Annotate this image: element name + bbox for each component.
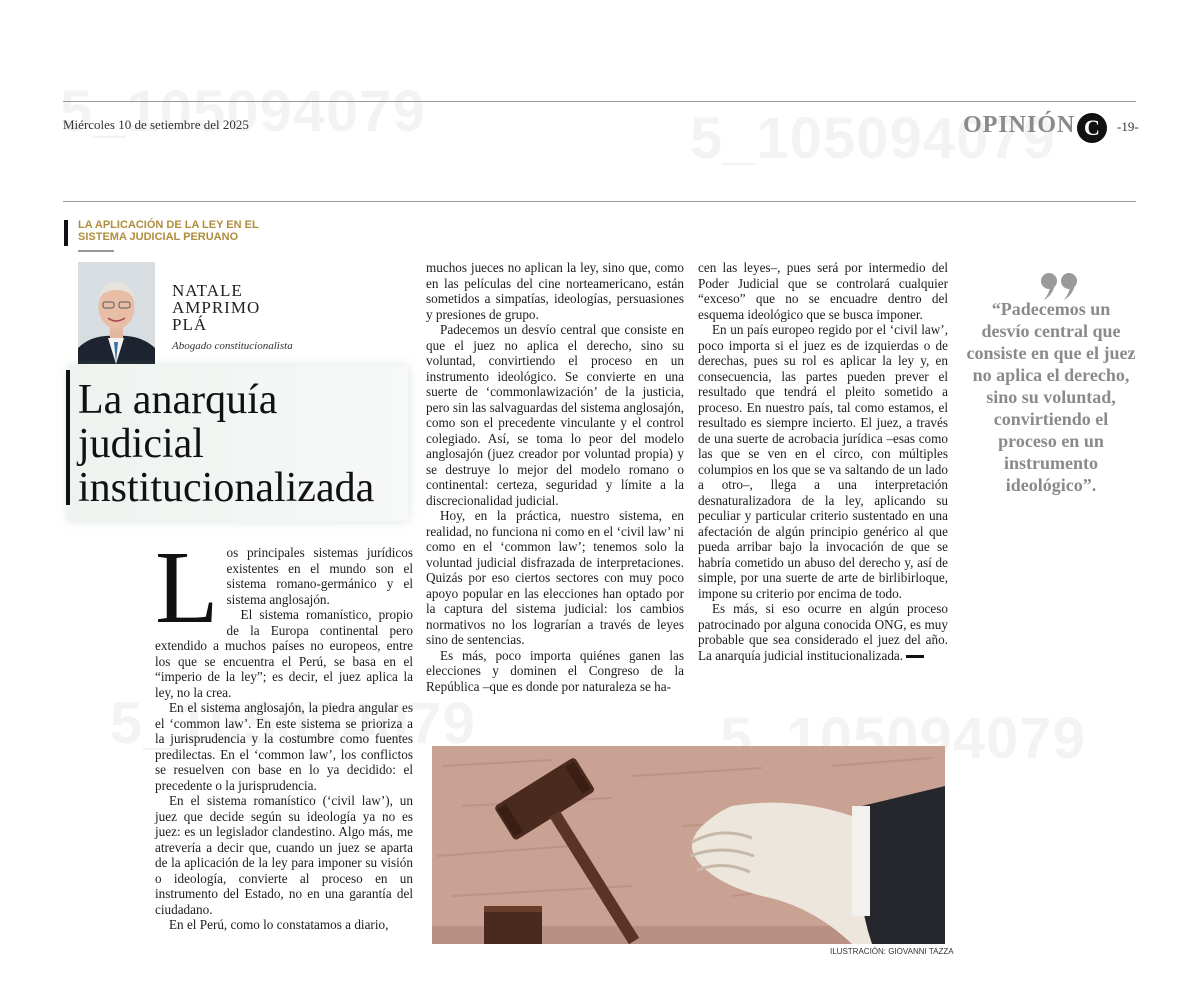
author-name-line-1: NATALE bbox=[172, 281, 243, 300]
kicker-divider bbox=[78, 250, 114, 252]
gavel-illustration bbox=[432, 746, 945, 944]
author-name-line-3: PLÁ bbox=[172, 315, 208, 334]
gavel-hand-icon bbox=[432, 746, 945, 944]
paragraph: muchos jueces no aplican la ley, sino que, como en las películas del cine norteamericano, están sometidos a simpatías, ideologías, persuasiones y presiones de grupo. bbox=[426, 260, 684, 322]
page-number: -19- bbox=[1117, 119, 1139, 134]
pull-quote: “Padecemos un desvío central que consiste en que el juez no aplica el derecho, sino su voluntad, convirtiendo el proceso en un instrumento ideológico”. bbox=[966, 299, 1136, 495]
author-portrait-icon bbox=[78, 262, 155, 364]
author-name-line-2: AMPRIMO bbox=[172, 298, 261, 317]
body-column-3 bbox=[698, 260, 948, 663]
section-title: OPINIÓN bbox=[963, 112, 1076, 138]
body-column-1 bbox=[155, 530, 413, 933]
paragraph: En el Perú, como lo constatamos a diario, bbox=[169, 917, 389, 932]
issue-date: Miércoles 10 de setiembre del 2025 bbox=[63, 117, 249, 132]
paragraph: En un país europeo regido por el ‘civil law’, poco importa si el juez es de izquierdas o de derechas, pues su rol es aplicar la ley y, en consecuencia, las partes pueden prever el resultado que tendrá el pleito sometido a proceso. En nuestro país, tal como estamos, el resultado es siempre incierto. El juez, a través de una suerte de acrobacia jurídica –esas como las que se ven en el circo, con múltiples columpios en los que se va saltando de un lado a otro–, llega a una interpretación desnaturalizadora de la ley, aplicando su peculiar y particular criterio sustentado en una afectación de algún principio genérico al que pueda arribar bajo la invocación de que se habría cometido un abuso del derecho y, así de simple, por una suerte de arte de birlibirloque, impone su criterio por encima de todo. bbox=[698, 322, 948, 601]
watermark-1 bbox=[60, 78, 426, 145]
author-name bbox=[172, 282, 260, 333]
headline: La anarquía judicial institucionalizada bbox=[78, 377, 375, 511]
end-mark bbox=[906, 655, 924, 658]
drop-cap: L bbox=[155, 530, 219, 645]
author-photo bbox=[78, 262, 155, 364]
kicker-bar bbox=[64, 220, 68, 246]
paragraph: os principales sistemas jurídicos existentes en el mundo son el sistema romano-germánico y el sistema anglosajón. bbox=[226, 545, 413, 607]
header-top-rule bbox=[63, 101, 1136, 102]
paragraph bbox=[698, 601, 948, 663]
paragraph: En el sistema romanístico (‘civil law’), un juez que decide según su ideología ya no es juez: es un legislador clandestino. Algo más, me atrevería a decir que, cuando un juez se aparta de la aplicación de la ley para imponer su visión o ideología, convierte al proceso en un instrumento del Estado, no en una garantía del ciudadano. bbox=[155, 793, 413, 917]
paragraph: Hoy, en la práctica, nuestro sistema, en realidad, no funciona ni como en el ‘civil law’ ni como en el ‘common law’; tenemos solo la voluntad judicial disfrazada de interpretaciones. Quizás por eso ciertos sectores con muy poco apoyo popular en las elecciones han optado por la captura del sistema judicial: los cambios normativos no los lograrían a través de leyes sino de sentencias. bbox=[426, 508, 684, 647]
paragraph: Es más, poco importa quiénes ganen las elecciones y dominen el Congreso de la República –que es donde por naturaleza se ha- bbox=[426, 647, 684, 694]
paragraph: Padecemos un desvío central que consiste en que el juez no aplica el derecho, sino su voluntad, convirtiendo el proceso en un instrumento ideológico. Se convierte en una suerte de ‘commonlawización’ de la justicia, pero sin las salvaguardas del sistema anglosajón, como son el precedente vinculante y el control colegiado. Así, se toma lo peor del modelo anglosajón (juez creador por voluntad propia) y se destruye lo mejor del modelo romano o continental: certeza, seguridad y límite a la discrecionalidad judicial. bbox=[426, 322, 684, 508]
paragraph: cen las leyes–, pues será por intermedio del Poder Judicial que se controlará cualquier “exceso” que no se encuadre dentro del esquema ideológico que se busca imponer. bbox=[698, 260, 948, 322]
paragraph: En el sistema anglosajón, la piedra angular es el ‘common law’. En este sistema se prioriza a la jurisprudencia y la costumbre como fuentes predilectas. En el ‘common law’, los conflictos se resuelven con base en lo ya decidido: el precedente o la jurisprudencia. bbox=[155, 700, 413, 793]
body-column-2 bbox=[426, 260, 684, 694]
paragraph: El sistema romanístico, propio de la Europa continental pero extendido a muchos países no europeos, entre los que se encuentra el Perú, se basa en el “imperio de la ley”; es decir, el juez aplica la ley, no la crea. bbox=[155, 607, 413, 700]
illustration-credit: ILUSTRACIÓN: GIOVANNI TAZZA bbox=[830, 947, 954, 956]
headline-bar bbox=[66, 370, 70, 505]
header-bottom-rule bbox=[63, 201, 1136, 202]
author-role: Abogado constitucionalista bbox=[172, 340, 293, 352]
kicker: LA APLICACIÓN DE LA LEY EN EL SISTEMA JUDICIAL PERUANO bbox=[78, 219, 259, 243]
newspaper-logo: C bbox=[1077, 113, 1107, 143]
closing-paragraph-text: Es más, si eso ocurre en algún proceso patrocinado por alguna conocida ONG, es muy probable que sea considerado el juez del año. La anarquía judicial institucionalizada. bbox=[698, 601, 948, 663]
